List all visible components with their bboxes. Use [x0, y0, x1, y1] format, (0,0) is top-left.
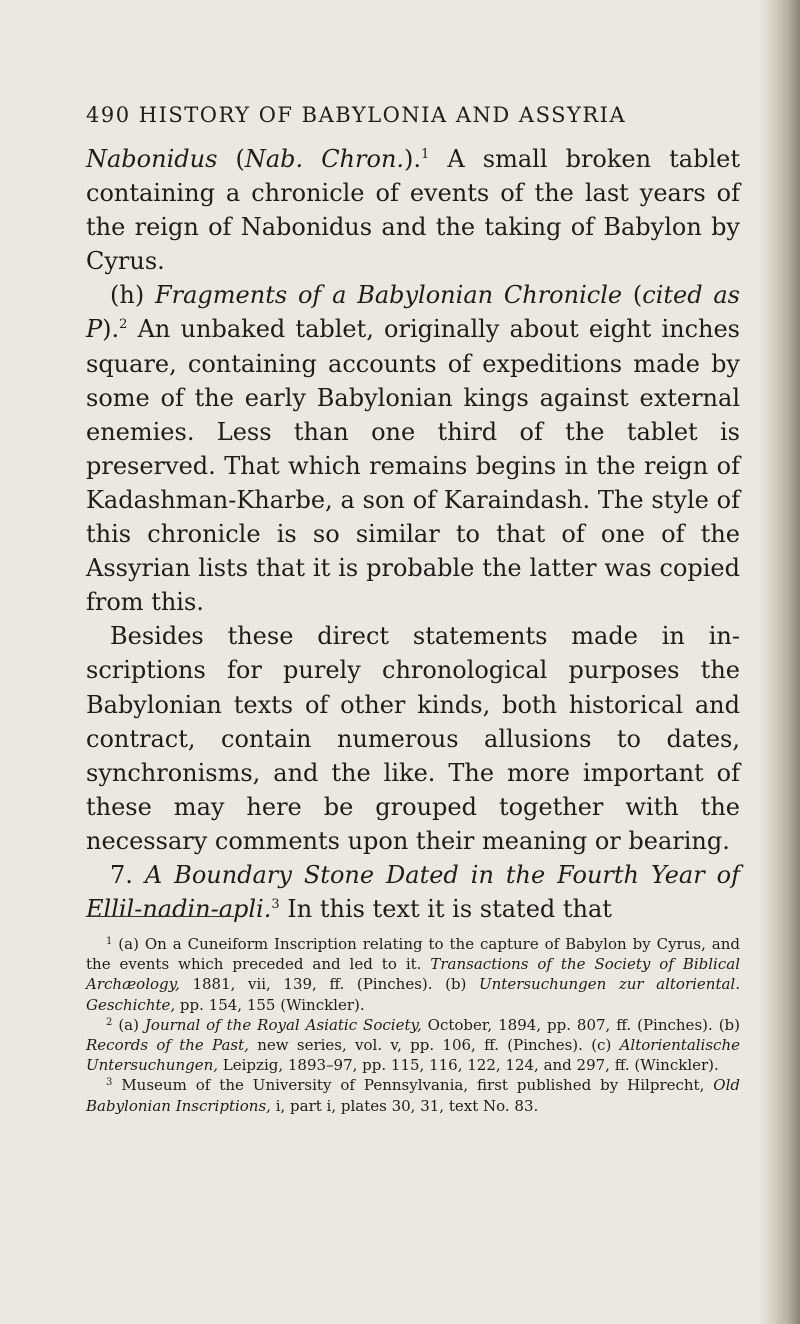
text-run: A small broken tablet containing a chronicle of events of the last years of the reign of Nabonidus and the taking of Babylon by Cyrus.: [86, 145, 740, 276]
text-run: October, 1894, pp. 807, ff. (Pinches). (b): [421, 1015, 741, 1034]
footnote-3: [86, 1075, 740, 1115]
text-run: (a) On a Cuneiform Inscription relating to the capture of Babylon by Cyrus, and the events which preceded and led to it.: [86, 935, 740, 974]
title-italic: Altorientalische Untersuchungen,: [86, 1036, 740, 1075]
footnotes: [86, 934, 740, 1116]
footnote-rule: [86, 916, 234, 917]
title-italic: Old Babylonian Inscriptions,: [86, 1076, 740, 1115]
abbrev-italic: Nab. Chron.: [244, 145, 405, 173]
running-title: HISTORY OF BABYLONIA AND ASSYRIA: [138, 103, 627, 127]
title-italic: Journal of the Royal Asiatic Society,: [144, 1015, 422, 1034]
paragraph-fragments-chronicle: [86, 278, 740, 619]
title-italic: Transactions of the Society of Biblical Archæology,: [86, 955, 740, 994]
text-run: new series, vol. v, pp. 106, ff. (Pinches). (c): [248, 1036, 620, 1055]
cited-italic: cited as P: [86, 281, 740, 344]
title-italic: Nabonidus: [86, 145, 218, 173]
title-italic: Fragments of a Babylonian Chronicle: [154, 281, 623, 310]
text-run: (: [217, 145, 245, 173]
text-run: (h): [110, 281, 155, 310]
footnote-marker: 3: [106, 1077, 113, 1089]
text-run: (: [622, 281, 643, 310]
footnote-1: [86, 934, 740, 1015]
running-head: [86, 103, 746, 127]
page-number: 490: [86, 103, 131, 127]
footnote-ref-2[interactable]: 2: [119, 317, 128, 333]
title-italic: Records of the Past,: [86, 1036, 249, 1055]
text-run: ).: [404, 145, 422, 173]
page-edge-shadow: [758, 0, 800, 1324]
text-run: i, part i, plates 30, 31, text No. 83.: [270, 1096, 539, 1115]
paragraph-direct-statements: Besides these direct statements made in inscriptions for purely chronological purposes the Babylonian texts of other kinds, both historical and contract, contain numerous allusions to dates, synchronisms, and the like. The more important of these may here be grouped together with the necessary comments upon their meaning or bearing.: [86, 622, 740, 855]
text-run: Museum of the University of Pennsylvania, first published by Hilprecht,: [112, 1076, 714, 1095]
footnote-marker: 2: [106, 1016, 113, 1028]
paragraph-nabonidus-chronicle: [86, 142, 740, 278]
text-run: ).: [102, 315, 120, 344]
text-run: In this text it is stated that: [279, 895, 612, 924]
footnote-marker: 1: [106, 936, 113, 947]
text-run: (a): [112, 1015, 145, 1034]
footnote-ref-1[interactable]: 1: [421, 147, 430, 162]
text-run: An unbaked tablet, originally about eight inches square, containing accounts of expeditions made by some of the early Babylonian kings against external enemies. Less than one third of the tablet is preserved. That which remains begins in the reign of Kadashman-Kharbe, a son of Karaindash. The style of this chronicle is so similar to that of one of the Assyrian lists that it is probable the latter was copied from this.: [86, 315, 740, 617]
footnote-2: [86, 1015, 740, 1076]
title-italic: Untersuchungen zur altoriental. Geschichte,: [86, 975, 740, 1014]
title-italic: A Boundary Stone Dated in the Fourth Year of Ellil-nadin-apli.: [86, 860, 740, 924]
text-run: 1881, vii, 139, ff. (Pinches). (b): [179, 975, 479, 994]
text-run: pp. 154, 155 (Winckler).: [175, 995, 365, 1014]
footnote-ref-3[interactable]: 3: [271, 897, 280, 913]
text-run: Leipzig, 1893–97, pp. 115, 116, 122, 124, and 297, ff. (Winckler).: [218, 1056, 719, 1075]
text-run: 7.: [110, 860, 145, 889]
body-text: [86, 142, 740, 926]
